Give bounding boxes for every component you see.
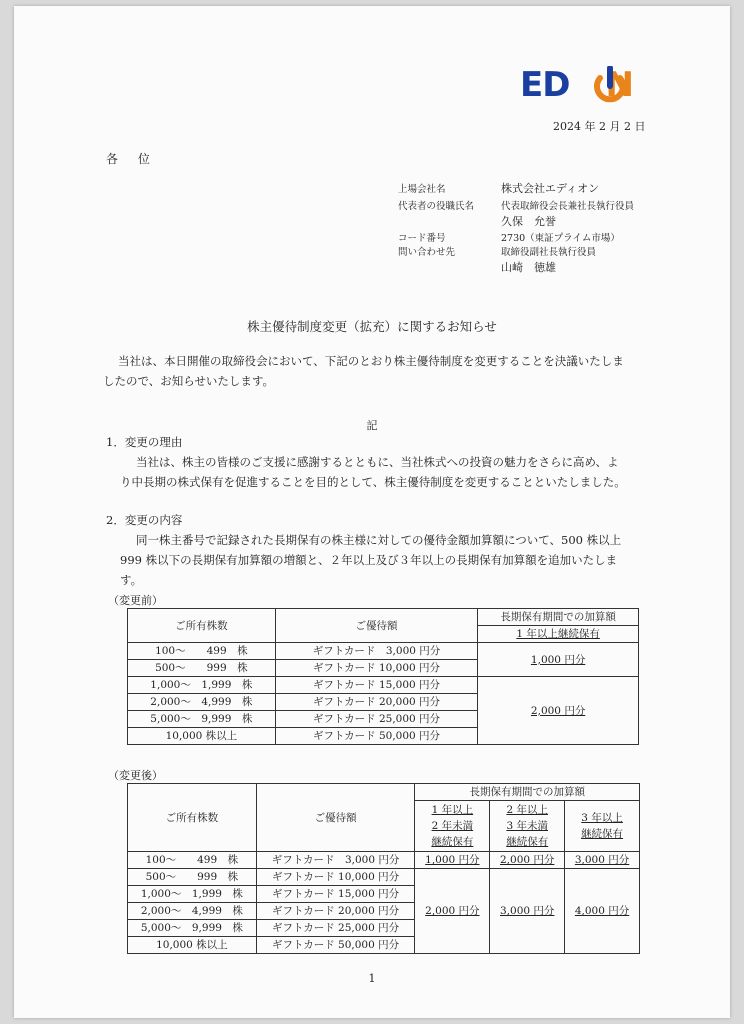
before-add-a: 1,000 円分 bbox=[530, 653, 586, 666]
section2-line-3: す。 bbox=[120, 573, 143, 587]
table-row bbox=[128, 869, 640, 886]
after-header-col2-l1: 2 年以上 bbox=[506, 804, 548, 816]
after-benefit-cell: ギフトカード 20,000 円分 bbox=[256, 903, 415, 920]
page-number: 1 bbox=[368, 972, 376, 985]
table-row bbox=[128, 643, 639, 660]
before-header-1y-text: 1 年以上継続保有 bbox=[516, 628, 600, 640]
logo-text-n: N bbox=[605, 65, 633, 105]
after-benefit-cell: ギフトカード 10,000 円分 bbox=[256, 869, 415, 886]
section1-heading: 1．変更の理由 bbox=[106, 435, 183, 449]
after-benefit-cell: ギフトカード 15,000 円分 bbox=[256, 886, 415, 903]
after-add-cell bbox=[490, 869, 565, 954]
representative-label: 代表者の役職氏名 bbox=[398, 201, 475, 212]
before-add-b: 2,000 円分 bbox=[530, 704, 586, 717]
before-shares-cell: 1,000～ 1,999 株 bbox=[128, 677, 276, 694]
after-add-r1c1: 1,000 円分 bbox=[425, 854, 480, 866]
after-add-cell bbox=[490, 852, 565, 869]
table-row bbox=[128, 852, 640, 869]
ki-heading: 記 bbox=[366, 419, 378, 432]
after-shares-cell: 1,000～ 1,999 株 bbox=[128, 886, 257, 903]
before-shares-cell: 100～ 499 株 bbox=[128, 643, 276, 660]
before-shares-cell: 5,000～ 9,999 株 bbox=[128, 711, 276, 728]
after-header-benefit: ご優待額 bbox=[256, 784, 415, 852]
after-label: （変更後） bbox=[108, 769, 163, 782]
before-benefit-cell: ギフトカード 20,000 円分 bbox=[275, 694, 478, 711]
after-shares-cell: 100～ 499 株 bbox=[128, 852, 257, 869]
intro-line-1: 当社は、本日開催の取締役会において、下記のとおり株主優待制度を変更することを決議いたしま bbox=[118, 354, 624, 368]
representative-name: 久保 允誉 bbox=[501, 215, 556, 228]
after-header-col1-l1: 1 年以上 bbox=[431, 804, 474, 816]
before-header-long: 長期保有期間での加算額 bbox=[478, 609, 639, 626]
before-benefit-cell: ギフトカード 15,000 円分 bbox=[275, 677, 478, 694]
after-add-r1c3: 3,000 円分 bbox=[574, 854, 630, 866]
section2-line-1: 同一株主番号で記録された長期保有の株主様に対しての優待金額加算額について、500 株以上 bbox=[136, 533, 622, 547]
after-add-cell bbox=[415, 869, 490, 954]
table-row bbox=[128, 677, 639, 694]
before-benefit-cell: ギフトカード 3,000 円分 bbox=[275, 643, 478, 660]
before-add-b-cell bbox=[478, 677, 639, 745]
after-header-col2-l3: 継続保有 bbox=[506, 836, 549, 848]
after-header-col2-l2: 3 年未満 bbox=[506, 820, 548, 832]
code-label: コード番号 bbox=[398, 233, 446, 244]
after-benefit-cell: ギフトカード 50,000 円分 bbox=[256, 937, 415, 954]
before-header-1y bbox=[478, 626, 639, 643]
after-add-rest-c1: 2,000 円分 bbox=[425, 905, 480, 917]
listed-company-label: 上場会社名 bbox=[398, 184, 446, 195]
before-shares-cell: 500～ 999 株 bbox=[128, 660, 276, 677]
after-header-row bbox=[128, 784, 640, 801]
representative-title: 代表取締役会長兼社長執行役員 bbox=[501, 201, 635, 212]
before-header-benefit: ご優待額 bbox=[275, 609, 478, 643]
after-add-rest-c2: 3,000 円分 bbox=[500, 905, 555, 917]
after-add-r1c2: 2,000 円分 bbox=[500, 854, 555, 866]
after-header-shares: ご所有株数 bbox=[128, 784, 257, 852]
section2-line-2: 999 株以下の長期保有加算額の増額と、２年以上及び３年以上の長期保有加算額を追加いたしま bbox=[120, 553, 618, 567]
after-header-col2 bbox=[490, 801, 565, 852]
before-header-row bbox=[128, 609, 639, 626]
section2-heading: 2．変更の内容 bbox=[106, 513, 183, 527]
logo-power-icon bbox=[592, 66, 628, 104]
contact-label: 問い合わせ先 bbox=[398, 247, 456, 258]
after-add-cell bbox=[415, 852, 490, 869]
before-benefit-cell: ギフトカード 10,000 円分 bbox=[275, 660, 478, 677]
contact-name: 山崎 徳雄 bbox=[501, 261, 556, 274]
before-benefit-cell: ギフトカード 50,000 円分 bbox=[275, 728, 478, 745]
after-benefit-cell: ギフトカード 25,000 円分 bbox=[256, 920, 415, 937]
contact-title: 取締役副社長執行役員 bbox=[501, 247, 597, 258]
after-shares-cell: 500～ 999 株 bbox=[128, 869, 257, 886]
before-shares-cell: 10,000 株以上 bbox=[128, 728, 276, 745]
after-shares-cell: 10,000 株以上 bbox=[128, 937, 257, 954]
addressee: 各 位 bbox=[106, 152, 158, 166]
after-header-col1-l3: 継続保有 bbox=[431, 836, 474, 848]
section1-line-2: り中長期の株式保有を促進することを目的として、株主優待制度を変更することといたしました。 bbox=[120, 475, 626, 489]
after-header-col1-l2: 2 年未満 bbox=[431, 820, 474, 832]
after-header-col3-l1: 3 年以上 bbox=[581, 812, 623, 824]
after-add-cell bbox=[565, 869, 640, 954]
after-shares-cell: 5,000～ 9,999 株 bbox=[128, 920, 257, 937]
after-header-col3 bbox=[565, 801, 640, 852]
document-title: 株主優待制度変更（拡充）に関するお知らせ bbox=[247, 319, 497, 334]
code-value: 2730（東証プライム市場） bbox=[501, 233, 620, 244]
intro-line-2: したので、お知らせいたします。 bbox=[103, 374, 275, 388]
document-date: 2024 年 2 月 2 日 bbox=[553, 120, 646, 133]
after-table bbox=[127, 783, 640, 954]
listed-company-value: 株式会社エディオン bbox=[501, 182, 600, 195]
after-add-rest-c3: 4,000 円分 bbox=[574, 905, 630, 917]
after-header-long: 長期保有期間での加算額 bbox=[415, 784, 640, 801]
logo-text-ed: ED bbox=[520, 65, 570, 105]
after-benefit-cell: ギフトカード 3,000 円分 bbox=[256, 852, 415, 869]
before-header-shares: ご所有株数 bbox=[128, 609, 276, 643]
before-benefit-cell: ギフトカード 25,000 円分 bbox=[275, 711, 478, 728]
after-header-col1 bbox=[415, 801, 490, 852]
after-add-cell bbox=[565, 852, 640, 869]
edion-logo bbox=[520, 62, 650, 108]
after-header-col3-l2: 継続保有 bbox=[581, 828, 624, 840]
after-shares-cell: 2,000～ 4,999 株 bbox=[128, 903, 257, 920]
before-shares-cell: 2,000～ 4,999 株 bbox=[128, 694, 276, 711]
before-label: （変更前） bbox=[108, 594, 163, 607]
before-table bbox=[127, 608, 639, 745]
section1-line-1: 当社は、株主の皆様のご支援に感謝するとともに、当社株式への投資の魅力をさらに高め、よ bbox=[136, 455, 619, 469]
before-add-a-cell bbox=[478, 643, 639, 677]
